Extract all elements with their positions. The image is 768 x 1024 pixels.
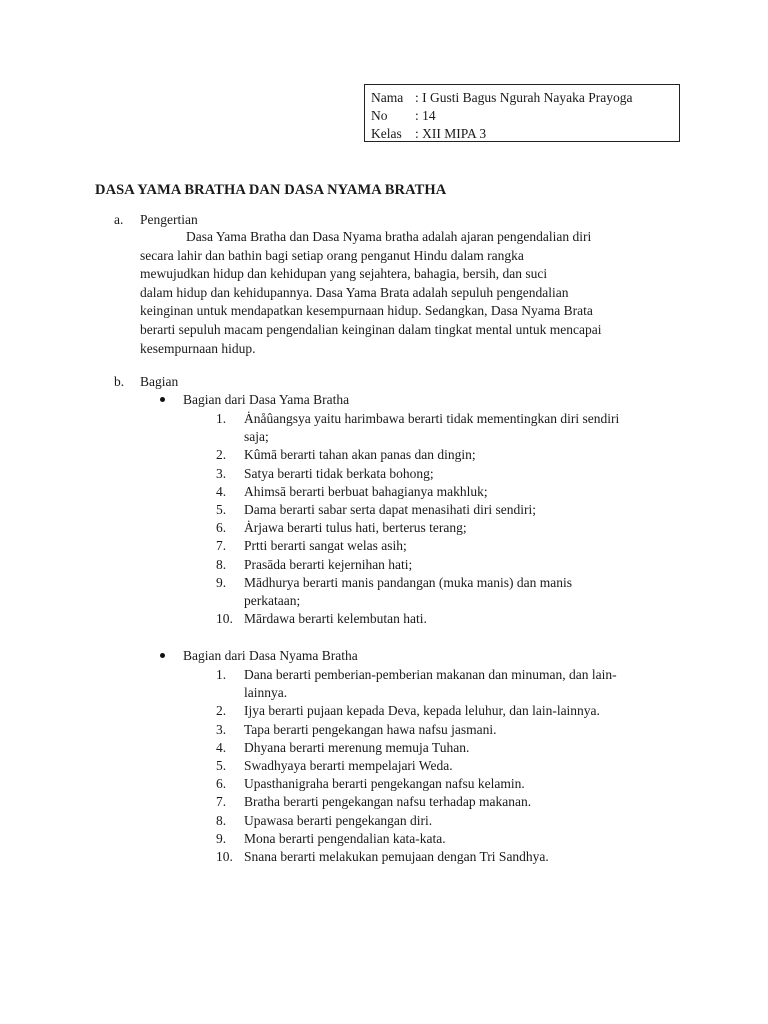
item-text: Ahimsā berarti berbuat bahagianya makhluk; [244,483,488,499]
list-item [216,501,686,519]
list-item [216,793,686,811]
paragraph-line: mewujudkan hidup dan kehidupan yang sejahtera, bahagia, bersih, dan suci [140,266,548,282]
class-row [371,125,679,143]
bullet-icon [160,653,165,658]
number-value: : 14 [415,108,436,123]
section-a-marker: a. [114,212,124,227]
item-text: Mārdawa berarti kelembutan hati. [244,611,427,627]
list-item [216,848,686,866]
item-number: 9. [216,830,227,846]
name-label: Nama [371,90,404,105]
list-item [216,483,686,501]
item-number: 3. [216,465,227,481]
item-number: 8. [216,812,227,828]
section-a-heading: Pengertian [140,212,198,227]
item-text: Upasthanigraha berarti pengekangan nafsu kelamin. [244,776,525,792]
item-text: Bratha berarti pengekangan nafsu terhadap makanan. [244,794,532,810]
paragraph-line: berarti sepuluh macam pengendalian keinginan dalam tingkat mental untuk mencapai [140,321,602,337]
list-item [216,757,686,775]
paragraph-line: kesempurnaan hidup. [140,340,256,356]
item-number: 10. [216,611,233,627]
item-number: 5. [216,758,227,774]
item-number: 6. [216,520,227,536]
list-item [216,537,686,555]
item-text: Dana berarti pemberian-pemberian makanan dan minuman, dan lain- lainnya. [244,667,617,701]
item-text: Mona berarti pengendalian kata-kata. [244,830,446,846]
item-number: 4. [216,739,227,755]
item-text: Satya berarti tidak berkata bohong; [244,465,434,481]
item-number: 1. [216,411,227,426]
list-item [216,410,686,446]
list-item [216,666,686,702]
bullet-icon [160,397,165,402]
item-number: 7. [216,538,227,554]
list-item [216,556,686,574]
number-row [371,107,679,125]
yama-bullet [160,392,349,408]
item-text: Ȧnåûangsya yaitu harimbawa berarti tidak mementingkan diri sendiri saja; [244,411,620,445]
list-item [216,830,686,848]
name-value: : I Gusti Bagus Ngurah Nayaka Prayoga [415,90,633,105]
number-label: No [371,108,388,123]
list-item [216,812,686,830]
item-number: 5. [216,502,227,518]
nyama-list [216,666,686,866]
item-text: Dhyana berarti merenung memuja Tuhan. [244,739,470,755]
list-item [216,702,686,720]
item-number: 2. [216,447,227,463]
list-item [216,775,686,793]
item-number: 10. [216,849,233,865]
student-info-box [364,84,680,142]
list-item [216,519,686,537]
list-item [216,739,686,757]
item-number: 3. [216,721,227,737]
item-text: Tapa berarti pengekangan hawa nafsu jasmani. [244,721,497,737]
item-text: Upawasa berarti pengekangan diri. [244,812,433,828]
item-number: 6. [216,776,227,792]
yama-list [216,410,686,628]
list-item [216,610,686,628]
definition-paragraph [140,228,680,358]
class-label: Kelas [371,126,402,141]
nyama-bullet [160,648,358,664]
section-b-marker: b. [114,374,125,389]
list-item [216,465,686,483]
item-number: 2. [216,703,227,719]
paragraph-line: Dasa Yama Bratha dan Dasa Nyama bratha adalah ajaran pengendalian diri [186,229,592,244]
document-title: DASA YAMA BRATHA DAN DASA NYAMA BRATHA [95,182,447,198]
list-item [216,446,686,464]
item-number: 8. [216,556,227,572]
item-text: Swadhyaya berarti mempelajari Weda. [244,758,453,774]
class-value: : XII MIPA 3 [415,126,487,141]
paragraph-line: secara lahir dan bathin bagi setiap orang penganut Hindu dalam rangka [140,247,524,263]
item-text: Snana berarti melakukan pemujaan dengan Tri Sandhya. [244,849,549,865]
item-text: Ijya berarti pujaan kepada Deva, kepada leluhur, dan lain-lainnya. [244,703,600,719]
item-text: Mādhurya berarti manis pandangan (muka manis) dan manis perkataan; [244,574,573,609]
item-text: Dama berarti sabar serta dapat menasihati diri sendiri; [244,502,537,518]
paragraph-line: dalam hidup dan kehidupannya. Dasa Yama Brata adalah sepuluh pengendalian [140,284,569,300]
item-number: 1. [216,667,227,682]
nyama-heading: Bagian dari Dasa Nyama Bratha [183,648,358,663]
list-item [216,574,686,610]
paragraph-line: keinginan untuk mendapatkan kesempurnaan hidup. Sedangkan, Dasa Nyama Brata [140,303,593,319]
list-item [216,721,686,739]
item-number: 9. [216,574,227,590]
name-row [371,89,679,107]
item-text: Prtti berarti sangat welas asih; [244,538,407,554]
section-b-heading: Bagian [140,374,179,389]
item-text: Ȧrjawa berarti tulus hati, berterus terang; [244,520,467,536]
yama-heading: Bagian dari Dasa Yama Bratha [183,392,350,407]
item-number: 4. [216,483,227,499]
item-text: Prasāda berarti kejernihan hati; [244,556,413,572]
item-number: 7. [216,794,227,810]
item-text: Kûmā berarti tahan akan panas dan dingin; [244,447,476,463]
